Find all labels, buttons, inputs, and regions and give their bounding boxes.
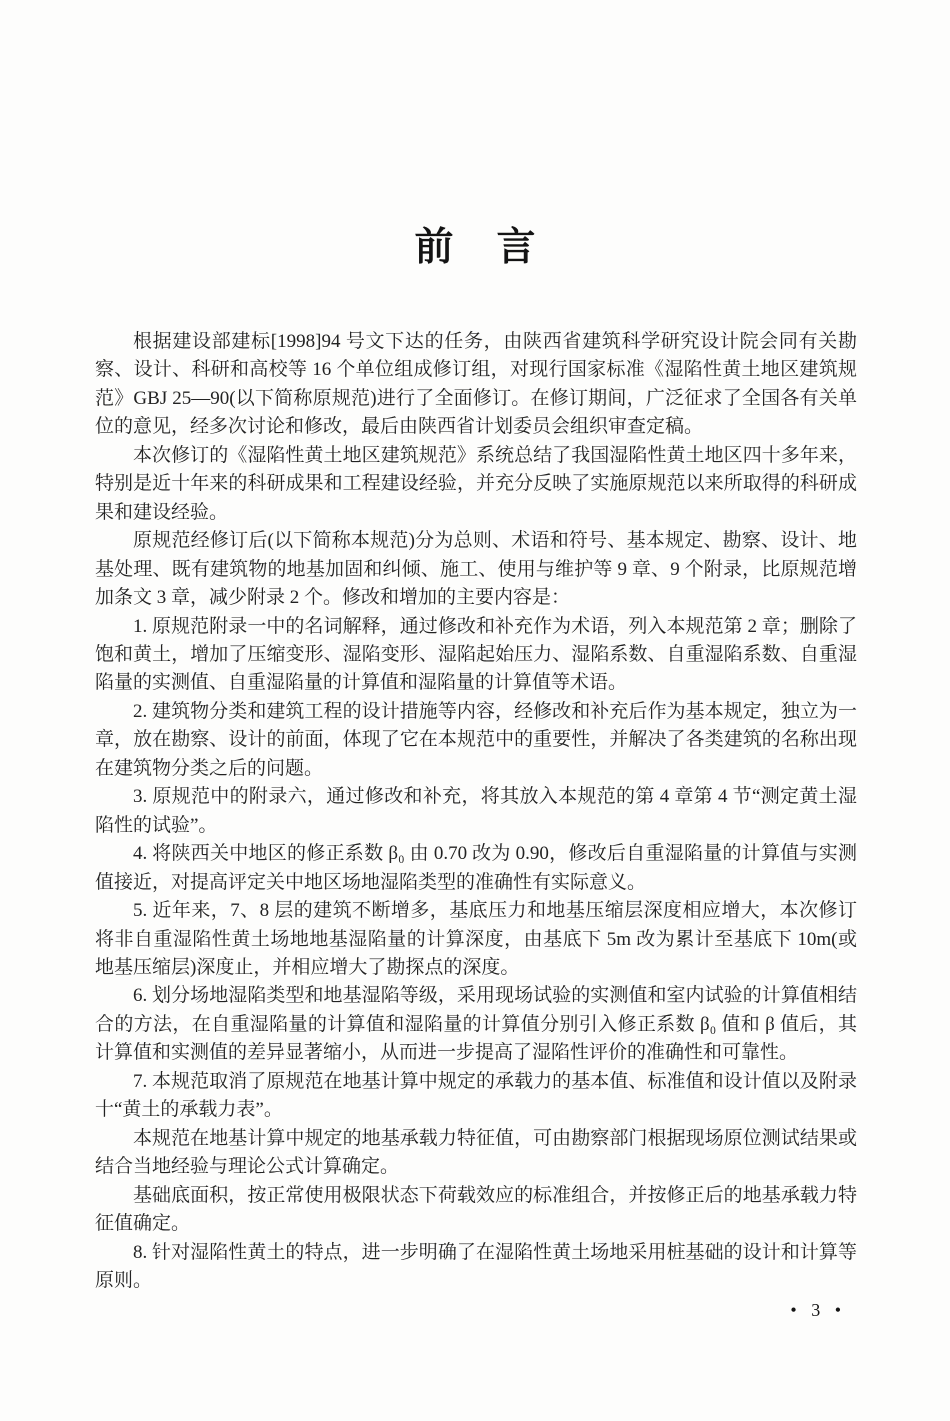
paragraph: 基础底面积，按正常使用极限状态下荷载效应的标准组合，并按修正后的地基承载力特征值确定。 [95,1184,857,1235]
list-item: 2. 建筑物分类和建筑工程的设计措施等内容，经修改和补充后作为基本规定，独立为一章，放在勘察、设计的前面，体现了它在本规范中的重要性，并解决了各类建筑的名称出现在建筑物分类之后的问题。 [95,700,857,779]
list-item: 5. 近年来，7、8 层的建筑不断增多，基底压力和地基压缩层深度相应增大，本次修订将非自重湿陷性黄土场地地基湿陷量的计算深度，由基底下 5m 改为累计至基底下 10m(或地基压缩层)深度止，并相应增大了勘探点的深度。 [95,900,857,978]
paragraph: 本次修订的《湿陷性黄土地区建筑规范》系统总结了我国湿陷性黄土地区四十多年来，特别是近十年来的科研成果和工程建设经验，并充分反映了实施原规范以来所取得的科研成果和建设经验。 [95,444,857,523]
paragraph: 根据建设部建标[1998]94 号文下达的任务，由陕西省建筑科学研究设计院会同有关勘察、设计、科研和高校等 16 个单位组成修订组，对现行国家标准《湿陷性黄土地区建筑规范》GBJ 25—90(以下简称原规范)进行了全面修订。在修订期间，广泛征求了全国各有关单位的意见，经多次讨论和修改，最后由陕西省计划委员会组织审查定稿。 [95,331,857,438]
page-number: • 3 • [790,1300,846,1320]
list-item: 8. 针对湿陷性黄土的特点，进一步明确了在湿陷性黄土场地采用桩基础的设计和计算等原则。 [95,1241,857,1291]
paragraph: 本规范在地基计算中规定的地基承载力特征值，可由勘察部门根据现场原位测试结果或结合当地经验与理论公式计算确定。 [95,1127,857,1178]
list-item: 1. 原规范附录一中的名词解释，通过修改和补充作为术语，列入本规范第 2 章；删除了饱和黄土，增加了压缩变形、湿陷变形、湿陷起始压力、湿陷系数、自重湿陷系数、自重湿陷量的实测值、自重湿陷量的计算值和湿陷量的计算值等术语。 [95,615,857,694]
document-body [95,328,857,1295]
list-item: 6. 划分场地湿陷类型和地基湿陷等级，采用现场试验的实测值和室内试验的计算值相结合的方法，在自重湿陷量的计算值和湿陷量的计算值分别引入修正系数 β₀ 值和 β 值后，其计算值和实测值的差异显著缩小，从而进一步提高了湿陷性评价的准确性和可靠性。 [95,985,857,1064]
list-item: 7. 本规范取消了原规范在地基计算中规定的承载力的基本值、标准值和设计值以及附录十“黄土的承载力表”。 [95,1070,857,1121]
page-title: 前 言 [414,226,538,269]
list-item: 3. 原规范中的附录六，通过修改和补充，将其放入本规范的第 4 章第 4 节“测定黄土湿陷性的试验”。 [95,786,857,836]
paragraph: 原规范经修订后(以下简称本规范)分为总则、术语和符号、基本规定、勘察、设计、地基处理、既有建筑物的地基加固和纠倾、施工、使用与维护等 9 章、9 个附录，比原规范增加条文 3 章，减少附录 2 个。修改和增加的主要内容是： [95,530,857,609]
list-item: 4. 将陕西关中地区的修正系数 β₀ 由 0.70 改为 0.90，修改后自重湿陷量的计算值与实测值接近，对提高评定关中地区场地湿陷类型的准确性有实际意义。 [95,843,857,893]
